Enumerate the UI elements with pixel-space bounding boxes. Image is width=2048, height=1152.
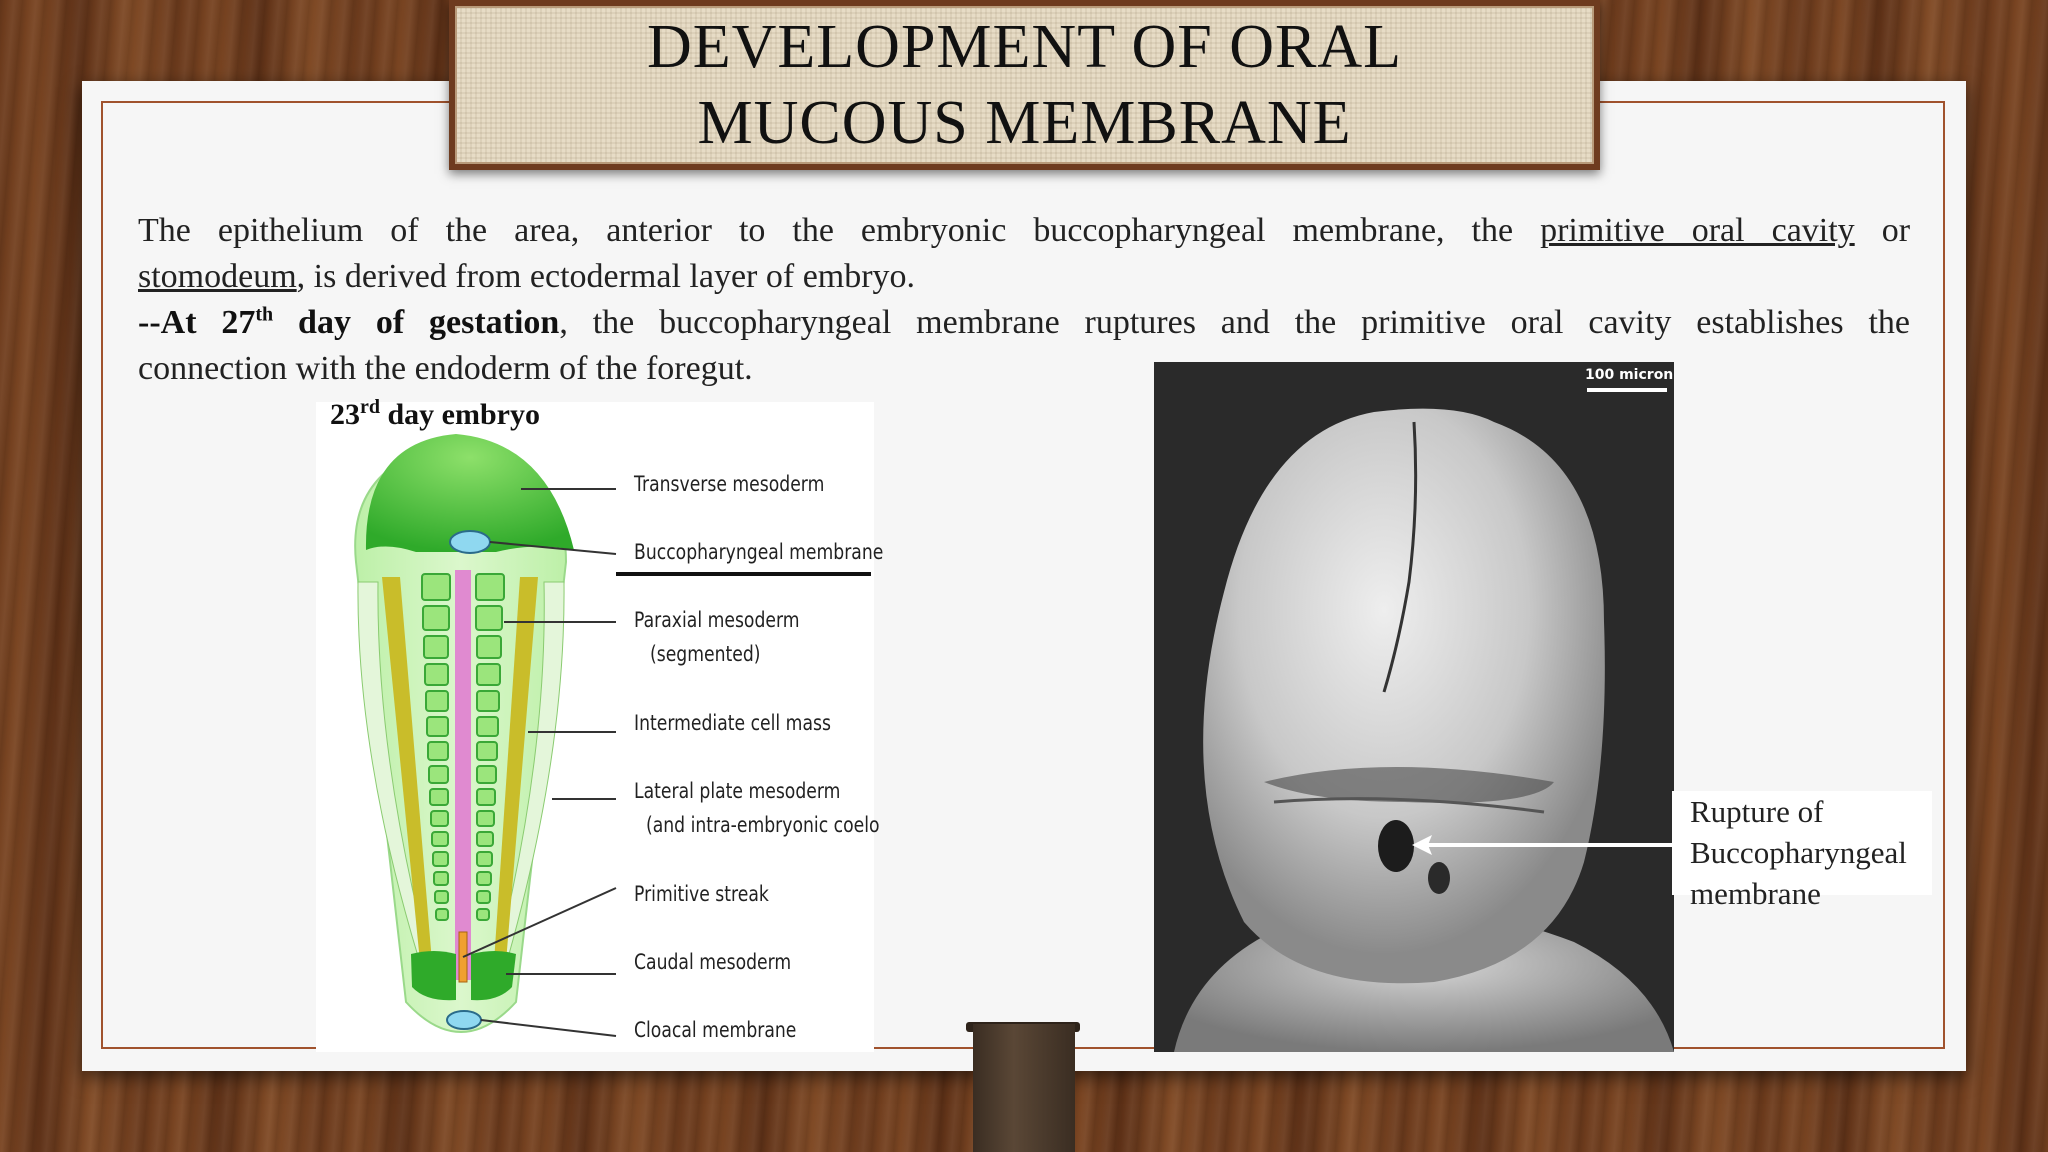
label-paraxial-segmented: (segmented) bbox=[650, 642, 761, 666]
diagram-caption: 23rd day embryo bbox=[330, 396, 540, 431]
callout-line-1: Rupture of bbox=[1690, 794, 1824, 829]
paragraph-1-line-1 bbox=[138, 208, 1910, 254]
paragraph-1-or: or bbox=[1854, 212, 1911, 249]
label-caudal-mesoderm: Caudal mesoderm bbox=[634, 950, 792, 974]
callout-line-3: membrane bbox=[1690, 876, 1821, 911]
paragraph-1-end: , is derived from ectodermal layer of embryo. bbox=[296, 258, 916, 295]
label-lateral-plate-mesoderm: Lateral plate mesoderm bbox=[634, 779, 841, 803]
paragraph-1-text: The epithelium of the area, anterior to the embryonic buccopharyngeal membrane, the bbox=[138, 212, 1541, 249]
title-line-2: MUCOUS MEMBRANE bbox=[697, 89, 1352, 157]
label-transverse-mesoderm: Transverse mesoderm bbox=[634, 472, 825, 496]
easel-stand bbox=[973, 1024, 1075, 1152]
sem-embryo-photo bbox=[1154, 362, 1674, 1052]
paragraph-2-line-1 bbox=[138, 300, 1910, 346]
gestation-day-bold: --At 27th day of gestation bbox=[138, 303, 560, 341]
label-paraxial-mesoderm: Paraxial mesoderm bbox=[634, 608, 800, 632]
title-plaque bbox=[449, 0, 1600, 170]
title-line-1: DEVELOPMENT OF ORAL bbox=[647, 13, 1402, 81]
paragraph-2-end: connection with the endoderm of the foregut. bbox=[138, 350, 753, 387]
paragraph-2-text: , the buccopharyngeal membrane ruptures and the primitive oral cavity establishes the bbox=[559, 304, 1910, 341]
label-cloacal-membrane: Cloacal membrane bbox=[634, 1018, 797, 1042]
label-buccopharyngeal-membrane: Buccopharyngeal membrane bbox=[634, 540, 884, 564]
label-intermediate-cell-mass: Intermediate cell mass bbox=[634, 711, 831, 735]
stomodeum-term: stomodeum bbox=[138, 258, 297, 295]
label-primitive-streak: Primitive streak bbox=[634, 882, 769, 906]
primitive-oral-cavity-term: primitive oral cavity bbox=[1540, 212, 1855, 249]
callout-line-2: Buccopharyngeal bbox=[1690, 835, 1907, 870]
paragraph-1-line-2 bbox=[138, 254, 1910, 300]
label-intra-embryonic-coelom: (and intra-embryonic coelo bbox=[646, 813, 880, 837]
scale-bar-label: 100 micron bbox=[1585, 367, 1674, 383]
rupture-callout bbox=[1672, 791, 1932, 911]
